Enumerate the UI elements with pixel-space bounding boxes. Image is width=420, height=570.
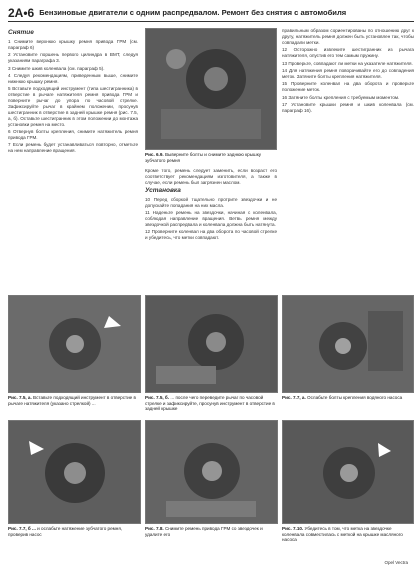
step-text: 10 Перед сборкой тщательно протрите звездочки и не допускайте попадания на них масла.: [145, 196, 277, 208]
figure-caption: Рис. 7.7, б ... и ослабьте натяжение зубчатого ремня, проверив насос: [8, 526, 123, 537]
right-column: [282, 28, 414, 115]
step-text: 12 Проверните коленвал на два оборота по часовой стрелке и убедитесь, что метки совпадают.: [145, 229, 277, 241]
engine-photo-image: [146, 296, 278, 393]
step-text: 5 Вставьте подходящий инструмент (типа шестигранника) в отверстие в рычаге натяжителя ремня привода ГРМ и поверните рычаг до упора по часовой стрелке. Зафиксируйте рычаг в крайнем положении, просунув шестигранник в отверстие в задней крышке ремня (рис. 7.5, а, б). Оставьте шестигранник в этом положении до монтажа установки ремня на место.: [8, 86, 138, 127]
figure-caption: Рис. 7.8. Снимите ремень привода ГРМ со звездочек и удалите его: [145, 526, 263, 537]
middle-column: [145, 168, 277, 242]
page-header: [8, 4, 414, 22]
figure-photo: [282, 420, 414, 524]
figure-photo: [145, 295, 278, 393]
step-text: 14 Для натяжения ремня поворачивайте его до совпадения меток. Затяните болты крепления натяжителя.: [282, 67, 414, 79]
engine-photo-image: [9, 421, 141, 524]
page-number: 2A•6: [8, 6, 39, 20]
figure-caption: Рис. 7.10. Убедитесь в том, что метка на звездочке коленвала совместилась с меткой на крышке масляного насоса: [282, 526, 403, 543]
engine-photo-image: [283, 421, 414, 524]
step-text: 3 Снимите шкив коленвала (см. параграф 5).: [8, 65, 105, 71]
step-text: 7 Если ремень будет устанавливаться повторно, отметьте на нем направление вращения.: [8, 142, 138, 154]
step-text: 13 Проверьте, совпадают ли метки на указателе натяжителя.: [282, 60, 413, 66]
engine-photo-image: [283, 296, 414, 393]
engine-photo-image: [9, 296, 141, 393]
page-title: Бензиновые двигатели с одним распредвалом. Ремонт без снятия с автомобиля: [39, 8, 347, 17]
step-text: 11 Наденьте ремень на звездочки, начиная с коленвала, соблюдая направление вращения. Ветвь ремня между звездочкой распредвала и коленвала должна быть натянута.: [145, 209, 277, 227]
figure-caption: Рис. 7.5, б. ... после чего переведите рычаг по часовой стрелке и зафиксируйте, просунув инструмент в отверстие в задней крышке: [145, 395, 275, 412]
figure-photo: [145, 420, 278, 524]
figure-caption: Рис. 7.5, а. Вставьте подходящий инструмент в отверстие в рычаге натяжителя (указано стрелкой) ...: [8, 395, 136, 406]
footer-brand: Opel Vectra: [384, 560, 408, 565]
step-text: 12 Осторожно извлеките шестигранник из рычага натяжителя, опустив его тем самым пружину.: [282, 47, 414, 59]
engine-photo-image: [146, 29, 277, 150]
figure-photo: [282, 295, 414, 393]
figure-caption: Рис. 7.7, а. Ослабьте болты крепления водяного насоса: [282, 395, 403, 400]
left-column: [8, 28, 138, 156]
intro-text: правильным образом сориентированы по отношению друг к другу, натяжитель ремня должен быть установлен так, чтобы совпадали метки.: [282, 28, 414, 45]
section-heading: Снятие: [8, 29, 34, 36]
figure-caption: Рис. 6.9. Выверните болты и снимите заднюю крышку зубчатого ремня: [145, 152, 262, 163]
step-text: 4 Следуя рекомендациям, приведенным выше, снимите нижнюю крышку ремня.: [8, 72, 138, 84]
step-text: 16 Затяните болты крепления с требуемым моментом.: [282, 94, 400, 100]
engine-photo-image: [146, 421, 278, 524]
intro-text: Кроме того, ремень следует заменить, если возраст его соответствует рекомендациям изготовителя, а также в случае, если ремень был загрязнен маслом.: [145, 168, 277, 185]
step-text: 6 Отвернув болты крепления, снимите натяжитель ремня привода ГРМ.: [8, 129, 138, 140]
figure-photo: [145, 28, 277, 150]
figure-photo: [8, 420, 141, 524]
section-heading: Установка: [145, 186, 181, 194]
step-text: 2 Установите поршень первого цилиндра в ВМТ, следуя указаниям параграфа 3.: [8, 52, 138, 64]
step-text: 17 Установите крышки ремня и шкив коленвала (см. параграф 16).: [282, 101, 414, 113]
step-text: 1 Снимите верхнюю крышку ремня привода ГРМ (см. параграф 6): [8, 38, 138, 50]
step-text: 15 Проверните коленвал на два оборота и проверьте положение меток.: [282, 81, 414, 93]
figure-photo: [8, 295, 141, 393]
